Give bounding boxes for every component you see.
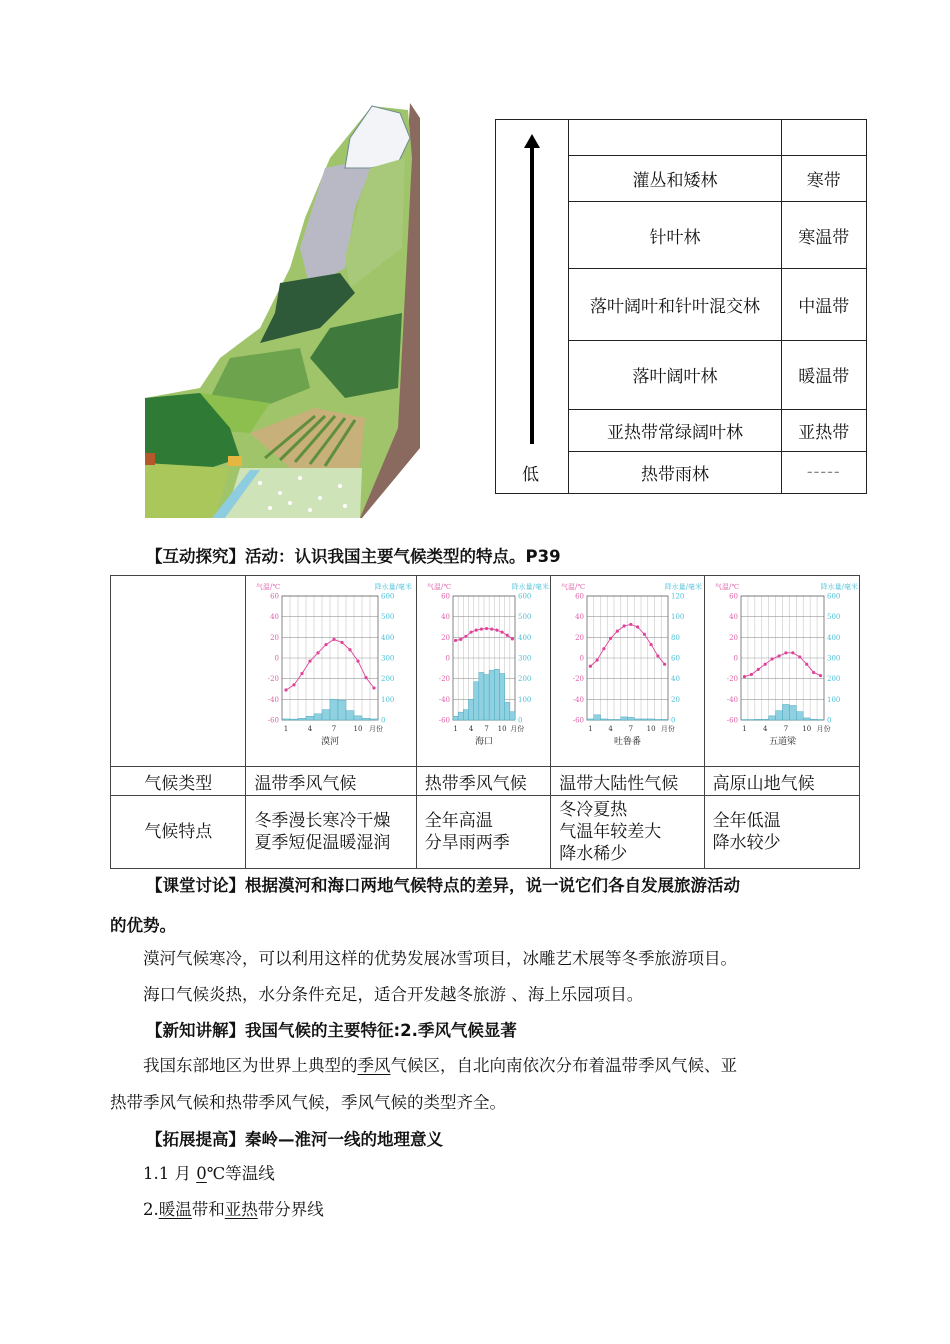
svg-text:-20: -20 — [572, 675, 585, 684]
svg-text:400: 400 — [517, 633, 532, 642]
svg-text:1: 1 — [741, 725, 747, 733]
svg-text:-40: -40 — [268, 695, 280, 704]
climate-feature-turpan — [551, 796, 704, 869]
svg-text:气温/℃: 气温/℃ — [561, 583, 586, 591]
climate-types-table — [110, 575, 860, 869]
climate-chart-turpan — [551, 576, 704, 766]
svg-text:20: 20 — [671, 695, 681, 704]
climate-chart-haikou — [417, 576, 551, 766]
discussion-heading-line1: 【课堂讨论】根据漠河和海口两地气候特点的差异，说一说它们各自发展旅游活动 — [146, 876, 740, 895]
svg-text:7: 7 — [332, 725, 337, 733]
row-label-climate-type: 气候类型 — [111, 767, 246, 796]
text-span: 带分界线 — [257, 1200, 324, 1219]
svg-text:40: 40 — [671, 675, 681, 684]
svg-text:-20: -20 — [726, 675, 738, 684]
svg-text:0: 0 — [733, 654, 738, 663]
svg-text:-20: -20 — [268, 675, 280, 684]
discussion-heading-line2: 的优势。 — [110, 916, 176, 935]
svg-text:-20: -20 — [438, 675, 450, 684]
discussion-answer-mohe: 漠河气候寒冷，可以利用这样的优势发展冰雪项目，冰雕艺术展等冬季旅游项目。 — [143, 949, 737, 968]
svg-text:-40: -40 — [572, 695, 585, 704]
svg-text:-60: -60 — [268, 716, 280, 725]
svg-text:300: 300 — [381, 654, 395, 663]
svg-text:600: 600 — [381, 592, 395, 601]
svg-text:0: 0 — [445, 654, 450, 663]
svg-text:40: 40 — [728, 613, 738, 622]
svg-text:1: 1 — [588, 725, 593, 733]
svg-text:60: 60 — [575, 592, 585, 601]
svg-text:海口: 海口 — [474, 737, 493, 747]
climate-type-haikou: 热带季风气候 — [416, 767, 550, 796]
svg-text:200: 200 — [381, 675, 395, 684]
svg-text:气温/℃: 气温/℃ — [256, 583, 281, 591]
svg-text:10: 10 — [497, 725, 507, 733]
svg-text:200: 200 — [517, 675, 532, 684]
text-span: 气候区，自北向南依次分布着温带季风气候、亚 — [390, 1056, 737, 1075]
svg-text:吐鲁番: 吐鲁番 — [614, 737, 642, 747]
belt-cell: ----- — [781, 451, 866, 493]
arrow-shaft — [530, 142, 534, 444]
svg-text:-60: -60 — [572, 716, 585, 725]
svg-text:-60: -60 — [726, 716, 738, 725]
svg-text:60: 60 — [671, 654, 681, 663]
svg-text:80: 80 — [671, 633, 681, 642]
svg-text:0: 0 — [274, 654, 280, 663]
climate-chart-wudaoliang — [705, 576, 860, 766]
belt-cell: 亚热带 — [781, 409, 866, 451]
feature-line: 降水稀少 — [559, 844, 628, 864]
svg-text:100: 100 — [826, 695, 840, 704]
belt-cell — [781, 120, 866, 156]
blank-answer: 季风 — [357, 1056, 391, 1075]
svg-text:月份: 月份 — [369, 725, 384, 733]
svg-text:0: 0 — [517, 716, 523, 725]
svg-text:五道梁: 五道梁 — [768, 737, 796, 747]
belt-cell: 中温带 — [781, 268, 866, 340]
svg-text:500: 500 — [517, 613, 532, 622]
svg-text:-60: -60 — [438, 716, 450, 725]
vegetation-cell: 灌丛和矮林 — [569, 156, 781, 202]
svg-text:10: 10 — [801, 725, 811, 733]
svg-text:500: 500 — [381, 613, 395, 622]
row-label-climate-feature: 气候特点 — [111, 796, 246, 869]
svg-text:20: 20 — [575, 633, 585, 642]
feature-line: 全年高温 — [424, 811, 493, 831]
text-span: 1.1 月 — [143, 1164, 197, 1183]
chart-cell-turpan — [551, 576, 704, 767]
svg-text:漠河: 漠河 — [321, 737, 340, 747]
svg-text:4: 4 — [608, 725, 614, 733]
discussion-answer-haikou: 海口气候炎热，水分条件充足，适合开发越冬旅游 、海上乐园项目。 — [143, 985, 644, 1004]
vegetation-cell: 亚热带常绿阔叶林 — [569, 409, 781, 451]
svg-text:600: 600 — [826, 592, 840, 601]
feature-line: 降水较少 — [712, 833, 781, 853]
feature-line: 冬季漫长寒冷干燥 — [254, 811, 391, 831]
vegetation-zone-table — [495, 119, 867, 494]
new-knowledge-para-line1 — [143, 1052, 737, 1076]
svg-text:10: 10 — [646, 725, 656, 733]
extension-heading: 【拓展提高】秦岭—淮河一线的地理意义 — [146, 1130, 443, 1149]
vegetation-cell: 热带雨林 — [569, 451, 781, 493]
chart-cell-haikou — [416, 576, 550, 767]
activity-heading: 【互动探究】活动：认识我国主要气候类型的特点。P39 — [146, 547, 561, 566]
svg-text:120: 120 — [671, 592, 685, 601]
svg-text:20: 20 — [440, 633, 450, 642]
svg-text:100: 100 — [671, 613, 685, 622]
svg-text:100: 100 — [517, 695, 532, 704]
chart-cell-mohe — [246, 576, 416, 767]
chart-cell-wudaoliang — [704, 576, 859, 767]
text-span: 2. — [143, 1200, 159, 1219]
svg-text:月份: 月份 — [509, 725, 524, 733]
belt-cell: 寒带 — [781, 156, 866, 202]
svg-text:40: 40 — [440, 613, 450, 622]
svg-text:0: 0 — [671, 716, 676, 725]
svg-text:60: 60 — [440, 592, 450, 601]
text-span: 我国东部地区为世界上典型的 — [143, 1056, 358, 1075]
svg-text:300: 300 — [517, 654, 532, 663]
svg-text:300: 300 — [826, 654, 840, 663]
svg-text:降水量/毫米: 降水量/毫米 — [820, 583, 858, 591]
low-altitude-label: 低 — [522, 465, 539, 485]
blank-answer: 暖温 — [158, 1200, 192, 1219]
new-knowledge-heading: 【新知讲解】我国气候的主要特征:2.季风气候显著 — [146, 1021, 517, 1040]
svg-text:气温/℃: 气温/℃ — [426, 583, 451, 591]
svg-text:200: 200 — [826, 675, 840, 684]
svg-text:4: 4 — [468, 725, 474, 733]
extension-item-2 — [143, 1196, 324, 1220]
new-knowledge-para-line2: 热带季风气候和热带季风气候，季风气候的类型齐全。 — [110, 1093, 506, 1112]
svg-text:400: 400 — [826, 633, 840, 642]
climate-type-turpan: 温带大陆性气候 — [551, 767, 704, 796]
text-span: ℃等温线 — [206, 1164, 275, 1183]
feature-line: 冬冷夏热 — [559, 800, 628, 820]
svg-text:400: 400 — [381, 633, 395, 642]
feature-line: 夏季短促温暖湿润 — [254, 833, 391, 853]
extension-item-1 — [143, 1160, 275, 1184]
feature-line: 分旱雨两季 — [424, 833, 510, 853]
climate-feature-mohe — [246, 796, 416, 869]
svg-text:40: 40 — [270, 613, 280, 622]
climate-chart-mohe — [246, 576, 416, 766]
blank-answer: 亚热 — [224, 1200, 258, 1219]
svg-text:7: 7 — [484, 725, 489, 733]
feature-line: 全年低温 — [712, 811, 781, 831]
svg-text:0: 0 — [381, 716, 386, 725]
svg-text:0: 0 — [579, 654, 585, 663]
svg-text:降水量/毫米: 降水量/毫米 — [664, 583, 703, 591]
svg-text:60: 60 — [728, 592, 738, 601]
svg-text:20: 20 — [270, 633, 280, 642]
svg-text:1: 1 — [284, 725, 289, 733]
belt-cell: 寒温带 — [781, 202, 866, 268]
svg-text:降水量/毫米: 降水量/毫米 — [511, 583, 549, 591]
vegetation-cell — [569, 120, 781, 156]
vegetation-cell: 落叶阔叶和针叶混交林 — [569, 268, 781, 340]
svg-text:4: 4 — [762, 725, 768, 733]
svg-text:-40: -40 — [438, 695, 450, 704]
svg-text:20: 20 — [728, 633, 738, 642]
vegetation-cell: 针叶林 — [569, 202, 781, 268]
svg-text:40: 40 — [575, 613, 585, 622]
svg-text:100: 100 — [381, 695, 395, 704]
svg-text:0: 0 — [826, 716, 832, 725]
svg-text:60: 60 — [270, 592, 280, 601]
svg-text:4: 4 — [308, 725, 313, 733]
svg-text:7: 7 — [783, 725, 788, 733]
blank-answer: 0 — [196, 1164, 207, 1183]
svg-text:月份: 月份 — [816, 725, 831, 733]
climate-type-wudaoliang: 高原山地气候 — [704, 767, 859, 796]
svg-text:500: 500 — [826, 613, 840, 622]
climate-type-mohe: 温带季风气候 — [246, 767, 416, 796]
text-span: 带和 — [191, 1200, 225, 1219]
svg-text:-40: -40 — [726, 695, 738, 704]
feature-line: 气温年较差大 — [559, 822, 662, 842]
svg-text:气温/℃: 气温/℃ — [714, 583, 739, 591]
empty-corner-cell — [111, 576, 246, 767]
belt-cell: 暖温带 — [781, 341, 866, 409]
svg-text:1: 1 — [453, 725, 458, 733]
altitude-arrow-cell — [496, 120, 569, 494]
svg-text:7: 7 — [628, 725, 634, 733]
svg-text:10: 10 — [353, 725, 363, 733]
climate-feature-wudaoliang — [704, 796, 859, 869]
climate-feature-haikou — [416, 796, 550, 869]
svg-text:月份: 月份 — [661, 725, 676, 733]
svg-text:降水量/毫米: 降水量/毫米 — [375, 583, 413, 591]
vegetation-cell: 落叶阔叶林 — [569, 341, 781, 409]
svg-text:600: 600 — [517, 592, 532, 601]
mountain-vegetation-illustration — [140, 98, 420, 520]
